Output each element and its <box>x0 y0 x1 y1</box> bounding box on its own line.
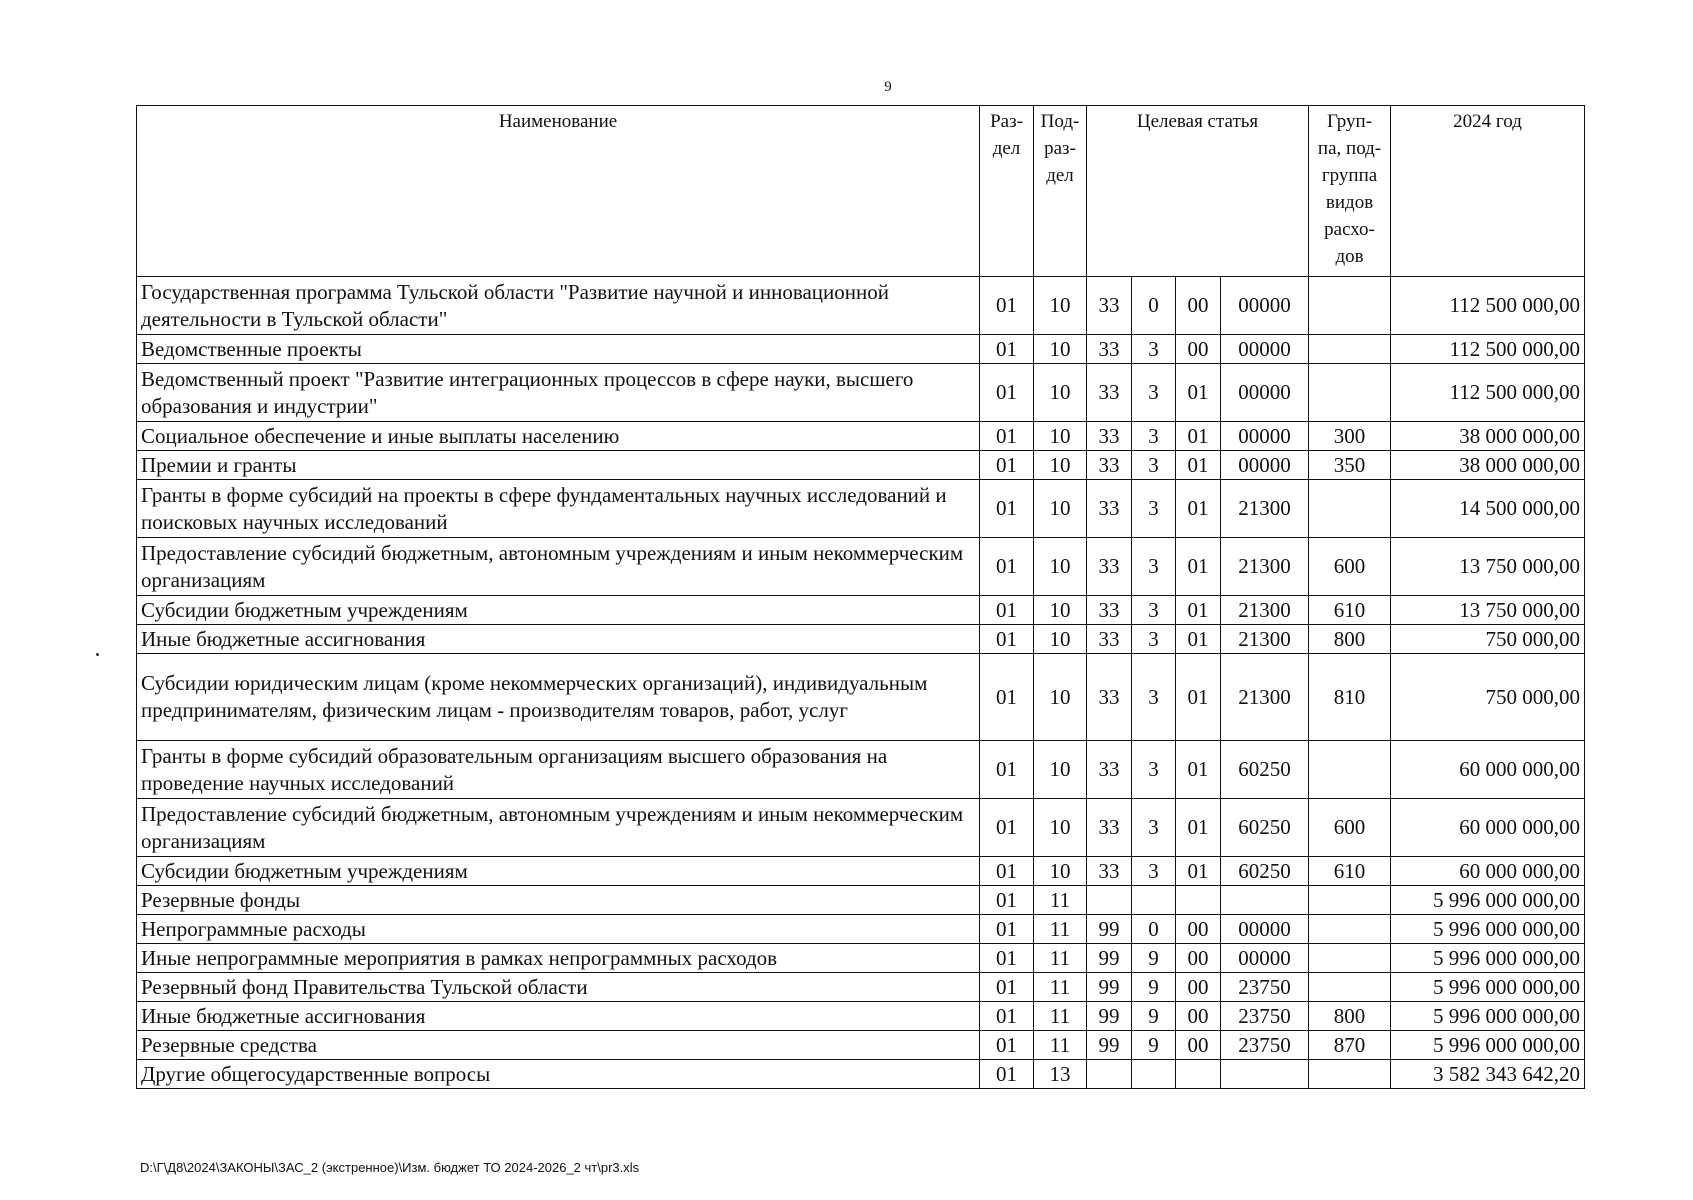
row-name: Предоставление субсидий бюджетным, автономным учреждениям и иным некоммерческим организациям <box>137 799 980 857</box>
table-row <box>137 799 1585 857</box>
row-expense-group: 800 <box>1309 625 1391 654</box>
row-razdel: 01 <box>980 1002 1034 1031</box>
row-expense-group <box>1309 335 1391 364</box>
row-target-event: 01 <box>1176 625 1221 654</box>
row-target-type: 0 <box>1132 915 1176 944</box>
row-amount: 5 996 000 000,00 <box>1391 1031 1585 1060</box>
row-target-event: 00 <box>1176 915 1221 944</box>
row-razdel: 01 <box>980 1031 1034 1060</box>
row-target-type: 9 <box>1132 944 1176 973</box>
row-expense-group <box>1309 364 1391 422</box>
row-target-type <box>1132 886 1176 915</box>
table-row <box>137 1031 1585 1060</box>
table-row <box>137 364 1585 422</box>
row-razdel: 01 <box>980 335 1034 364</box>
row-expense-group: 870 <box>1309 1031 1391 1060</box>
header-podrazdel: Под- раз- дел <box>1034 106 1087 277</box>
row-target-type: 3 <box>1132 625 1176 654</box>
row-target-direction: 00000 <box>1221 364 1309 422</box>
row-target-event: 01 <box>1176 422 1221 451</box>
row-name: Субсидии бюджетным учреждениям <box>137 857 980 886</box>
row-target-type: 3 <box>1132 596 1176 625</box>
row-podrazdel: 10 <box>1034 741 1087 799</box>
row-expense-group <box>1309 741 1391 799</box>
row-podrazdel: 11 <box>1034 1002 1087 1031</box>
header-year: 2024 год <box>1391 106 1585 277</box>
table-body <box>137 277 1585 1089</box>
table-row <box>137 538 1585 596</box>
page-number: 9 <box>884 79 892 95</box>
row-target-event: 00 <box>1176 1002 1221 1031</box>
row-razdel: 01 <box>980 915 1034 944</box>
table-row <box>137 857 1585 886</box>
row-target-event: 01 <box>1176 451 1221 480</box>
row-podrazdel: 11 <box>1034 886 1087 915</box>
row-target-type: 3 <box>1132 538 1176 596</box>
row-target-direction: 21300 <box>1221 538 1309 596</box>
row-podrazdel: 11 <box>1034 1031 1087 1060</box>
row-expense-group <box>1309 944 1391 973</box>
table-row <box>137 741 1585 799</box>
row-name: Субсидии бюджетным учреждениям <box>137 596 980 625</box>
scan-artifact-dot <box>96 653 99 656</box>
row-amount: 38 000 000,00 <box>1391 422 1585 451</box>
row-expense-group <box>1309 1060 1391 1089</box>
row-razdel: 01 <box>980 654 1034 741</box>
row-target-direction: 21300 <box>1221 596 1309 625</box>
row-target-direction: 60250 <box>1221 741 1309 799</box>
row-podrazdel: 10 <box>1034 654 1087 741</box>
row-podrazdel: 10 <box>1034 538 1087 596</box>
row-amount: 38 000 000,00 <box>1391 451 1585 480</box>
row-target-type: 3 <box>1132 654 1176 741</box>
row-podrazdel: 10 <box>1034 451 1087 480</box>
row-podrazdel: 10 <box>1034 335 1087 364</box>
row-amount: 60 000 000,00 <box>1391 741 1585 799</box>
row-amount: 5 996 000 000,00 <box>1391 915 1585 944</box>
row-name: Непрограммные расходы <box>137 915 980 944</box>
row-target-type: 9 <box>1132 973 1176 1002</box>
row-target-program: 33 <box>1087 277 1132 335</box>
row-razdel: 01 <box>980 422 1034 451</box>
table-row <box>137 1060 1585 1089</box>
row-amount: 112 500 000,00 <box>1391 335 1585 364</box>
row-target-program: 99 <box>1087 1002 1132 1031</box>
row-amount: 3 582 343 642,20 <box>1391 1060 1585 1089</box>
row-amount: 13 750 000,00 <box>1391 596 1585 625</box>
row-amount: 112 500 000,00 <box>1391 277 1585 335</box>
row-target-program: 33 <box>1087 451 1132 480</box>
row-target-type: 3 <box>1132 480 1176 538</box>
row-expense-group: 810 <box>1309 654 1391 741</box>
row-amount: 750 000,00 <box>1391 654 1585 741</box>
row-expense-group: 300 <box>1309 422 1391 451</box>
row-target-direction: 00000 <box>1221 915 1309 944</box>
row-name: Резервные фонды <box>137 886 980 915</box>
row-name: Резервный фонд Правительства Тульской области <box>137 973 980 1002</box>
table-row <box>137 335 1585 364</box>
row-target-event <box>1176 1060 1221 1089</box>
row-name: Иные бюджетные ассигнования <box>137 1002 980 1031</box>
row-razdel: 01 <box>980 451 1034 480</box>
row-target-event: 01 <box>1176 364 1221 422</box>
row-name: Ведомственные проекты <box>137 335 980 364</box>
row-name: Резервные средства <box>137 1031 980 1060</box>
row-razdel: 01 <box>980 799 1034 857</box>
row-razdel: 01 <box>980 886 1034 915</box>
row-target-program: 33 <box>1087 364 1132 422</box>
row-name: Субсидии юридическим лицам (кроме некоммерческих организаций), индивидуальным предпринимателям, физическим лицам - производителям товаров, работ, услуг <box>137 654 980 741</box>
row-expense-group: 800 <box>1309 1002 1391 1031</box>
row-target-type: 3 <box>1132 364 1176 422</box>
row-target-event: 01 <box>1176 741 1221 799</box>
row-amount: 750 000,00 <box>1391 625 1585 654</box>
row-target-direction: 00000 <box>1221 422 1309 451</box>
table-row <box>137 451 1585 480</box>
table-row <box>137 944 1585 973</box>
row-target-program: 33 <box>1087 857 1132 886</box>
row-target-type: 3 <box>1132 741 1176 799</box>
row-podrazdel: 10 <box>1034 596 1087 625</box>
row-expense-group: 610 <box>1309 857 1391 886</box>
row-target-direction: 00000 <box>1221 944 1309 973</box>
row-name: Иные непрограммные мероприятия в рамках непрограммных расходов <box>137 944 980 973</box>
row-target-program: 33 <box>1087 741 1132 799</box>
row-target-program: 33 <box>1087 654 1132 741</box>
row-target-direction: 23750 <box>1221 973 1309 1002</box>
row-amount: 60 000 000,00 <box>1391 857 1585 886</box>
row-target-direction: 60250 <box>1221 799 1309 857</box>
row-target-direction: 23750 <box>1221 1002 1309 1031</box>
row-expense-group <box>1309 886 1391 915</box>
row-amount: 5 996 000 000,00 <box>1391 1002 1585 1031</box>
row-name: Премии и гранты <box>137 451 980 480</box>
row-razdel: 01 <box>980 857 1034 886</box>
row-razdel: 01 <box>980 480 1034 538</box>
row-expense-group <box>1309 973 1391 1002</box>
header-expense-group: Груп- па, под- группа видов расхо- дов <box>1309 106 1391 277</box>
row-razdel: 01 <box>980 596 1034 625</box>
row-target-direction: 00000 <box>1221 335 1309 364</box>
row-target-event <box>1176 886 1221 915</box>
row-target-type: 3 <box>1132 799 1176 857</box>
row-expense-group <box>1309 915 1391 944</box>
row-amount: 13 750 000,00 <box>1391 538 1585 596</box>
row-razdel: 01 <box>980 625 1034 654</box>
row-target-program: 33 <box>1087 480 1132 538</box>
row-target-event: 00 <box>1176 973 1221 1002</box>
row-target-direction: 21300 <box>1221 480 1309 538</box>
row-target-program: 33 <box>1087 422 1132 451</box>
row-target-event: 01 <box>1176 799 1221 857</box>
row-podrazdel: 10 <box>1034 857 1087 886</box>
table-row <box>137 886 1585 915</box>
row-razdel: 01 <box>980 538 1034 596</box>
header-target-article: Целевая статья <box>1087 106 1309 277</box>
row-target-type: 3 <box>1132 335 1176 364</box>
row-name: Гранты в форме субсидий на проекты в сфере фундаментальных научных исследований и поисковых научных исследований <box>137 480 980 538</box>
table-row <box>137 625 1585 654</box>
row-expense-group: 600 <box>1309 799 1391 857</box>
row-expense-group: 600 <box>1309 538 1391 596</box>
row-podrazdel: 11 <box>1034 944 1087 973</box>
row-target-program: 33 <box>1087 799 1132 857</box>
row-target-program: 99 <box>1087 944 1132 973</box>
row-razdel: 01 <box>980 364 1034 422</box>
row-razdel: 01 <box>980 973 1034 1002</box>
header-row <box>137 106 1585 277</box>
row-target-direction: 60250 <box>1221 857 1309 886</box>
row-target-direction: 00000 <box>1221 277 1309 335</box>
row-target-direction: 00000 <box>1221 451 1309 480</box>
table-row <box>137 915 1585 944</box>
row-target-type: 3 <box>1132 422 1176 451</box>
row-name: Государственная программа Тульской области "Развитие научной и инновационной деятельности в Тульской области" <box>137 277 980 335</box>
row-target-type: 9 <box>1132 1002 1176 1031</box>
row-target-program: 33 <box>1087 596 1132 625</box>
table-row <box>137 596 1585 625</box>
table-row <box>137 654 1585 741</box>
row-target-event: 00 <box>1176 944 1221 973</box>
row-name: Ведомственный проект "Развитие интеграционных процессов в сфере науки, высшего образования и индустрии" <box>137 364 980 422</box>
table-row <box>137 480 1585 538</box>
row-target-event: 00 <box>1176 335 1221 364</box>
row-amount: 60 000 000,00 <box>1391 799 1585 857</box>
table-row <box>137 973 1585 1002</box>
row-target-program <box>1087 1060 1132 1089</box>
row-amount: 5 996 000 000,00 <box>1391 944 1585 973</box>
budget-table <box>136 105 1585 1089</box>
row-target-direction: 21300 <box>1221 625 1309 654</box>
row-name: Другие общегосударственные вопросы <box>137 1060 980 1089</box>
row-name: Социальное обеспечение и иные выплаты населению <box>137 422 980 451</box>
row-expense-group <box>1309 480 1391 538</box>
row-podrazdel: 10 <box>1034 480 1087 538</box>
row-target-type <box>1132 1060 1176 1089</box>
row-target-program: 99 <box>1087 1031 1132 1060</box>
row-podrazdel: 11 <box>1034 915 1087 944</box>
table-row <box>137 1002 1585 1031</box>
row-amount: 5 996 000 000,00 <box>1391 973 1585 1002</box>
row-amount: 5 996 000 000,00 <box>1391 886 1585 915</box>
row-razdel: 01 <box>980 1060 1034 1089</box>
header-name: Наименование <box>137 106 980 277</box>
row-podrazdel: 10 <box>1034 364 1087 422</box>
row-podrazdel: 13 <box>1034 1060 1087 1089</box>
table-row <box>137 422 1585 451</box>
row-target-direction: 21300 <box>1221 654 1309 741</box>
footer-file-path: D:\Г\Д8\2024\ЗАКОНЫ\ЗАС_2 (экстренное)\Изм. бюджет ТО 2024-2026_2 чт\pr3.xls <box>140 1160 640 1175</box>
row-podrazdel: 10 <box>1034 799 1087 857</box>
row-target-program: 33 <box>1087 538 1132 596</box>
row-target-event: 01 <box>1176 654 1221 741</box>
header-razdel: Раз- дел <box>980 106 1034 277</box>
row-target-direction <box>1221 886 1309 915</box>
row-target-program: 99 <box>1087 915 1132 944</box>
row-target-event: 00 <box>1176 277 1221 335</box>
row-name: Предоставление субсидий бюджетным, автономным учреждениям и иным некоммерческим организациям <box>137 538 980 596</box>
table-row <box>137 277 1585 335</box>
row-target-type: 3 <box>1132 857 1176 886</box>
row-target-event: 00 <box>1176 1031 1221 1060</box>
row-podrazdel: 10 <box>1034 277 1087 335</box>
row-expense-group <box>1309 277 1391 335</box>
row-podrazdel: 11 <box>1034 973 1087 1002</box>
row-target-program: 33 <box>1087 625 1132 654</box>
row-podrazdel: 10 <box>1034 422 1087 451</box>
row-target-type: 0 <box>1132 277 1176 335</box>
row-name: Гранты в форме субсидий образовательным организациям высшего образования на проведение научных исследований <box>137 741 980 799</box>
row-target-type: 9 <box>1132 1031 1176 1060</box>
row-target-event: 01 <box>1176 538 1221 596</box>
row-razdel: 01 <box>980 944 1034 973</box>
row-target-program <box>1087 886 1132 915</box>
row-razdel: 01 <box>980 741 1034 799</box>
row-expense-group: 610 <box>1309 596 1391 625</box>
row-target-program: 33 <box>1087 335 1132 364</box>
row-name: Иные бюджетные ассигнования <box>137 625 980 654</box>
row-amount: 112 500 000,00 <box>1391 364 1585 422</box>
row-amount: 14 500 000,00 <box>1391 480 1585 538</box>
row-target-direction <box>1221 1060 1309 1089</box>
row-target-type: 3 <box>1132 451 1176 480</box>
row-target-event: 01 <box>1176 480 1221 538</box>
row-podrazdel: 10 <box>1034 625 1087 654</box>
row-target-event: 01 <box>1176 596 1221 625</box>
row-target-event: 01 <box>1176 857 1221 886</box>
row-expense-group: 350 <box>1309 451 1391 480</box>
row-razdel: 01 <box>980 277 1034 335</box>
row-target-direction: 23750 <box>1221 1031 1309 1060</box>
row-target-program: 99 <box>1087 973 1132 1002</box>
